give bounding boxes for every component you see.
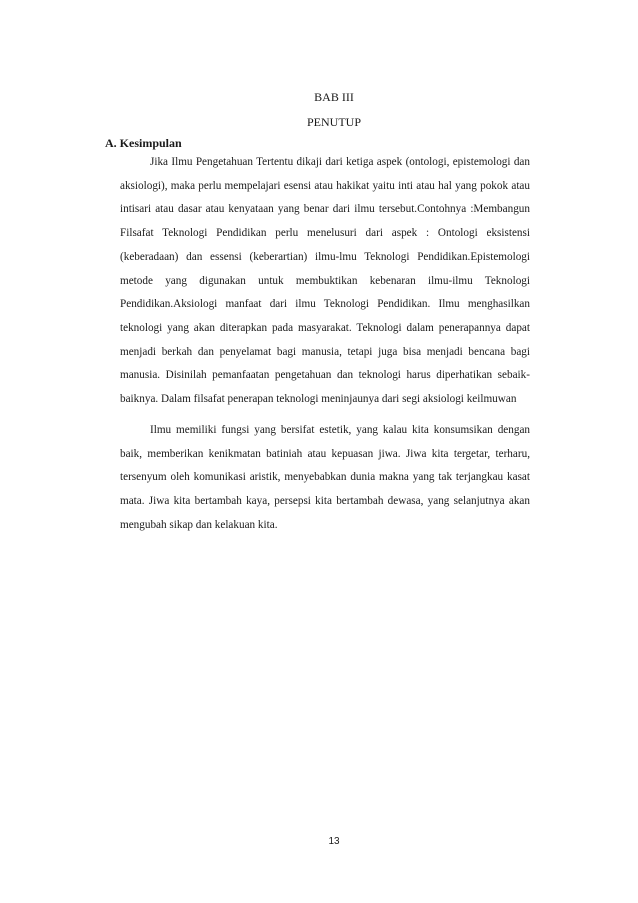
chapter-label: BAB III — [314, 90, 354, 104]
paragraph-1: Jika Ilmu Pengetahuan Tertentu dikaji dari ketiga aspek (ontologi, epistemologi dan aksiologi), maka perlu mempelajari esensi atau hakikat yaitu inti atau hal yang pokok atau intisari atau dasar atau kenyataan yang benar dari ilmu tersebut.Contohnya :Membangun Filsafat Teknologi Pendidikan perlu menelusuri dari aspek : Ontologi eksistensi (keberadaan) dan essensi (keberartian) ilmu-lmu Teknologi Pendidikan.Epistemologi metode yang digunakan untuk membuktikan kebenaran ilmu-ilmu Teknologi Pendidikan.Aksiologi manfaat dari ilmu Teknologi Pendidikan. Ilmu menghasilkan teknologi yang akan diterapkan pada masyarakat. Teknologi dalam penerapannya dapat menjadi berkah dan penyelamat bagi manusia, tetapi juga bisa menjadi bencana bagi manusia. Disinilah pemanfaatan pengetahuan dan teknologi harus diperhatikan sebaik-baiknya. Dalam filsafat penerapan teknologi meninjaunya dari segi aksiologi keilmuwan — [120, 156, 530, 406]
chapter-title: PENUTUP — [306, 115, 361, 129]
paragraph-2: Ilmu memiliki fungsi yang bersifat estetik, yang kalau kita konsumsikan dengan baik, memberikan kenikmatan batiniah atau kepuasan jiwa. Jiwa kita tergetar, terharu, tersenyum oleh komunikasi aristik, menyebabkan dunia makna yang tak terjangkau kasat mata. Jiwa kita bertambah kaya, persepsi kita bertambah dewasa, yang selanjutnya akan mengubah sikap dan kelakuan kita. — [120, 424, 530, 531]
page-number: 13 — [328, 836, 340, 847]
section-heading: A. Kesimpulan — [105, 136, 182, 150]
